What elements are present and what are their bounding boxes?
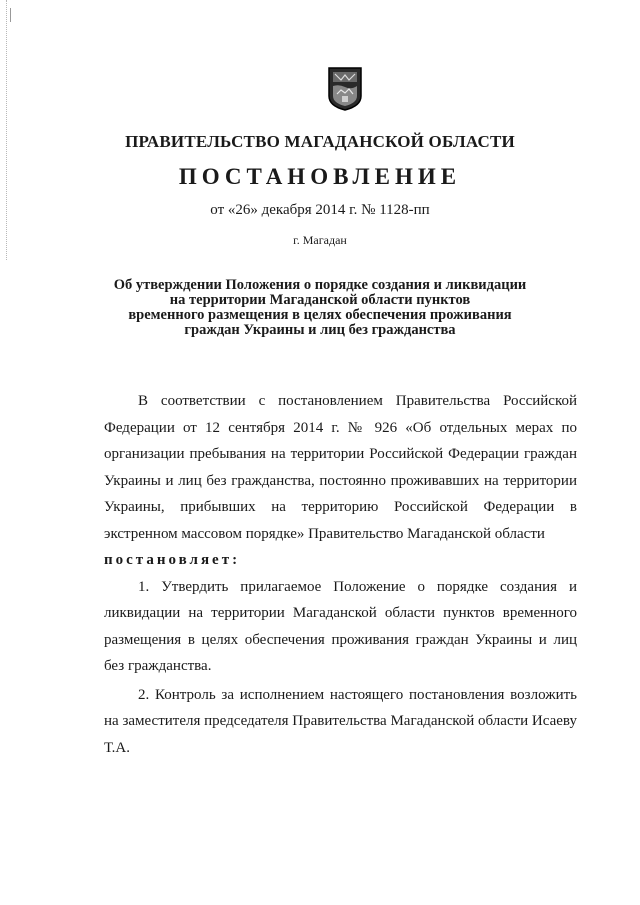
scan-edge-mark: [6, 0, 8, 260]
resolves-keyword: постановляет:: [104, 552, 241, 568]
document-body: [104, 388, 577, 761]
document-type-title: ПОСТАНОВЛЕНИЕ: [178, 164, 462, 189]
item-1-paragraph: 1. Утвердить прилагаемое Положение о порядке создания и ликвидации на территории Магаданской области пунктов временного размещения в целях обеспечения проживания граждан Украины и лиц без гражданства.: [104, 578, 577, 674]
government-title: ПРАВИТЕЛЬСТВО МАГАДАНСКОЙ ОБЛАСТИ: [125, 132, 515, 151]
item-2-paragraph: 2. Контроль за исполнением настоящего постановления возложить на заместителя председателя Правительства Магаданской области Исаеву Т.А.: [104, 686, 577, 756]
scan-artifact: [10, 8, 11, 22]
document-date-number: от «26» декабря 2014 г. № 1128-пп: [210, 202, 430, 218]
subject-line: на территории Магаданской области пунктов: [169, 292, 471, 308]
subject-line: временного размещения в целях обеспечения проживания: [128, 307, 512, 323]
document-subject: [0, 278, 640, 338]
coat-of-arms-icon: [327, 66, 363, 112]
subject-line: Об утверждении Положения о порядке создания и ликвидации: [113, 277, 527, 293]
preamble-paragraph: В соответствии с постановлением Правительства Российской Федерации от 12 сентября 2014 г. № 926 «Об отдельных мерах по организации пребывания на территории Российской Федерации граждан Украины и лиц без гражданства, постоянно проживавших на территории Украины, прибывших на территорию Российской Федерации в экстренном массовом порядке» Правительство Магаданской области: [104, 393, 577, 542]
document-city: г. Магадан: [293, 233, 347, 247]
subject-line: граждан Украины и лиц без гражданства: [184, 322, 456, 338]
